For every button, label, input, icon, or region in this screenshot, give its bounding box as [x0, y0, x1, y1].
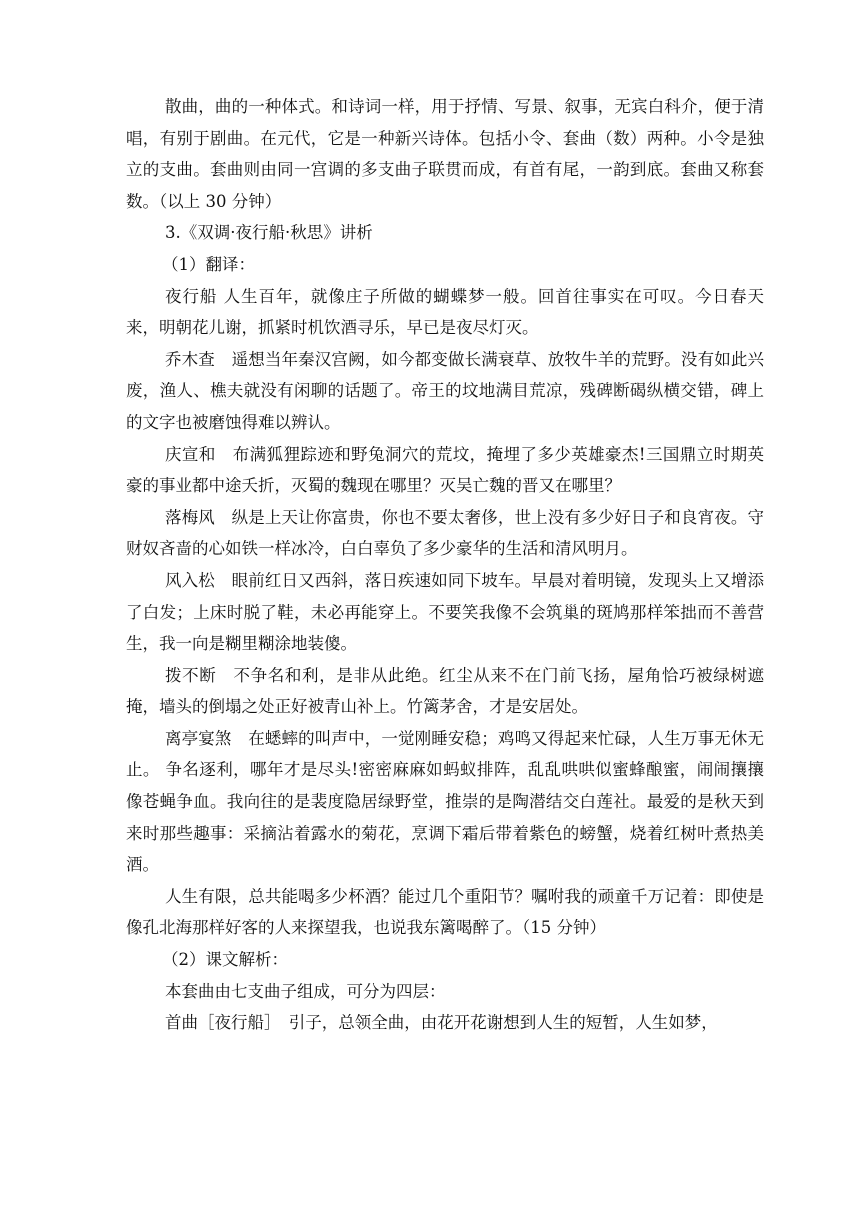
paragraph-bobuduan: 拨不断 不争名和利，是非从此绝。红尘从来不在门前飞扬，屋角恰巧被绿树遮掩，墙头的倒塌之处正好被青山补上。竹篱茅舍，才是安居处。 — [126, 665, 764, 717]
paragraph-qiaomucha: 乔木查 遥想当年秦汉宫阙，如今都变做长满衰草、放牧牛羊的荒野。没有如此兴废，渔人、樵夫就没有闲聊的话题了。帝王的坟地满目荒凉，残碑断碣纵横交错，碑上的文字也被磨蚀得难以辨认。 — [126, 349, 764, 432]
paragraph-yexingchuan: 夜行船 人生百年，就像庄子所做的蝴蝶梦一般。回首往事实在可叹。今日春天来，明朝花儿谢，抓紧时机饮酒寻乐，早已是夜尽灯灭。 — [126, 286, 764, 338]
section-heading-3: 3.《双调·夜行船·秋思》讲析 — [165, 223, 373, 243]
subheading-translation: （1）翻译： — [162, 254, 255, 274]
paragraph-structure-overview: 本套曲由七支曲子组成，可分为四层： — [165, 981, 446, 1001]
paragraph-qingxuanhe: 庆宣和 布满狐狸踪迹和野兔洞穴的荒坟，掩埋了多少英雄豪杰!三国鼎立时期英豪的事业都中途夭折，灭蜀的魏现在哪里？灭吴亡魏的晋又在哪里？ — [126, 444, 764, 496]
paragraph-fengrusong: 风入松 眼前红日又西斜，落日疾速如同下坡车。早晨对着明镜，发现头上又增添了白发；上床时脱了鞋，未必再能穿上。不要笑我像不会筑巢的斑鸠那样笨拙而不善营生，我一向是糊里糊涂地装傻。 — [126, 570, 764, 654]
paragraph-sanqu-definition: 散曲，曲的一种体式。和诗词一样，用于抒情、写景、叙事，无宾白科介，便于清唱，有别于剧曲。在元代，它是一种新兴诗体。包括小令、套曲（数）两种。小令是独立的支曲。套曲则由同一宫调的多支曲子联贯而成，有首有尾，一韵到底。套曲又称套数。（以上 30 分钟） — [126, 97, 764, 211]
paragraph-first-song: 首曲［夜行船］ 引子，总领全曲，由花开花谢想到人生的短暂，人生如梦， — [165, 1013, 718, 1033]
paragraph-litingyansha: 离亭宴煞 在蟋蟀的叫声中，一觉刚睡安稳；鸡鸣又得起来忙碌，人生万事无休无止。 争名逐利，哪年才是尽头!密密麻麻如蚂蚁排阵，乱乱哄哄似蜜蜂酿蜜，闹闹攘攘像苍蝇争血。我向往的是裴度隐居绿野堂，推崇的是陶潜结交白莲社。最爱的是秋天到来时那些趣事：采摘沾着露水的菊花，烹调下霜后带着紫色的螃蟹，烧着红树叶煮热美酒。 — [126, 728, 764, 875]
paragraph-rensheng-youxian: 人生有限，总共能喝多少杯酒？能过几个重阳节？嘱咐我的顽童千万记着：即使是像孔北海那样好客的人来探望我，也说我东篱喝醉了。（15 分钟） — [126, 886, 764, 938]
subheading-text-analysis: （2）课文解析： — [162, 950, 288, 970]
paragraph-luomeifeng: 落梅风 纵是上天让你富贵，你也不要太奢侈，世上没有多少好日子和良宵夜。守财奴吝啬的心如铁一样冰冷，白白辜负了多少豪华的生活和清风明月。 — [126, 507, 764, 559]
